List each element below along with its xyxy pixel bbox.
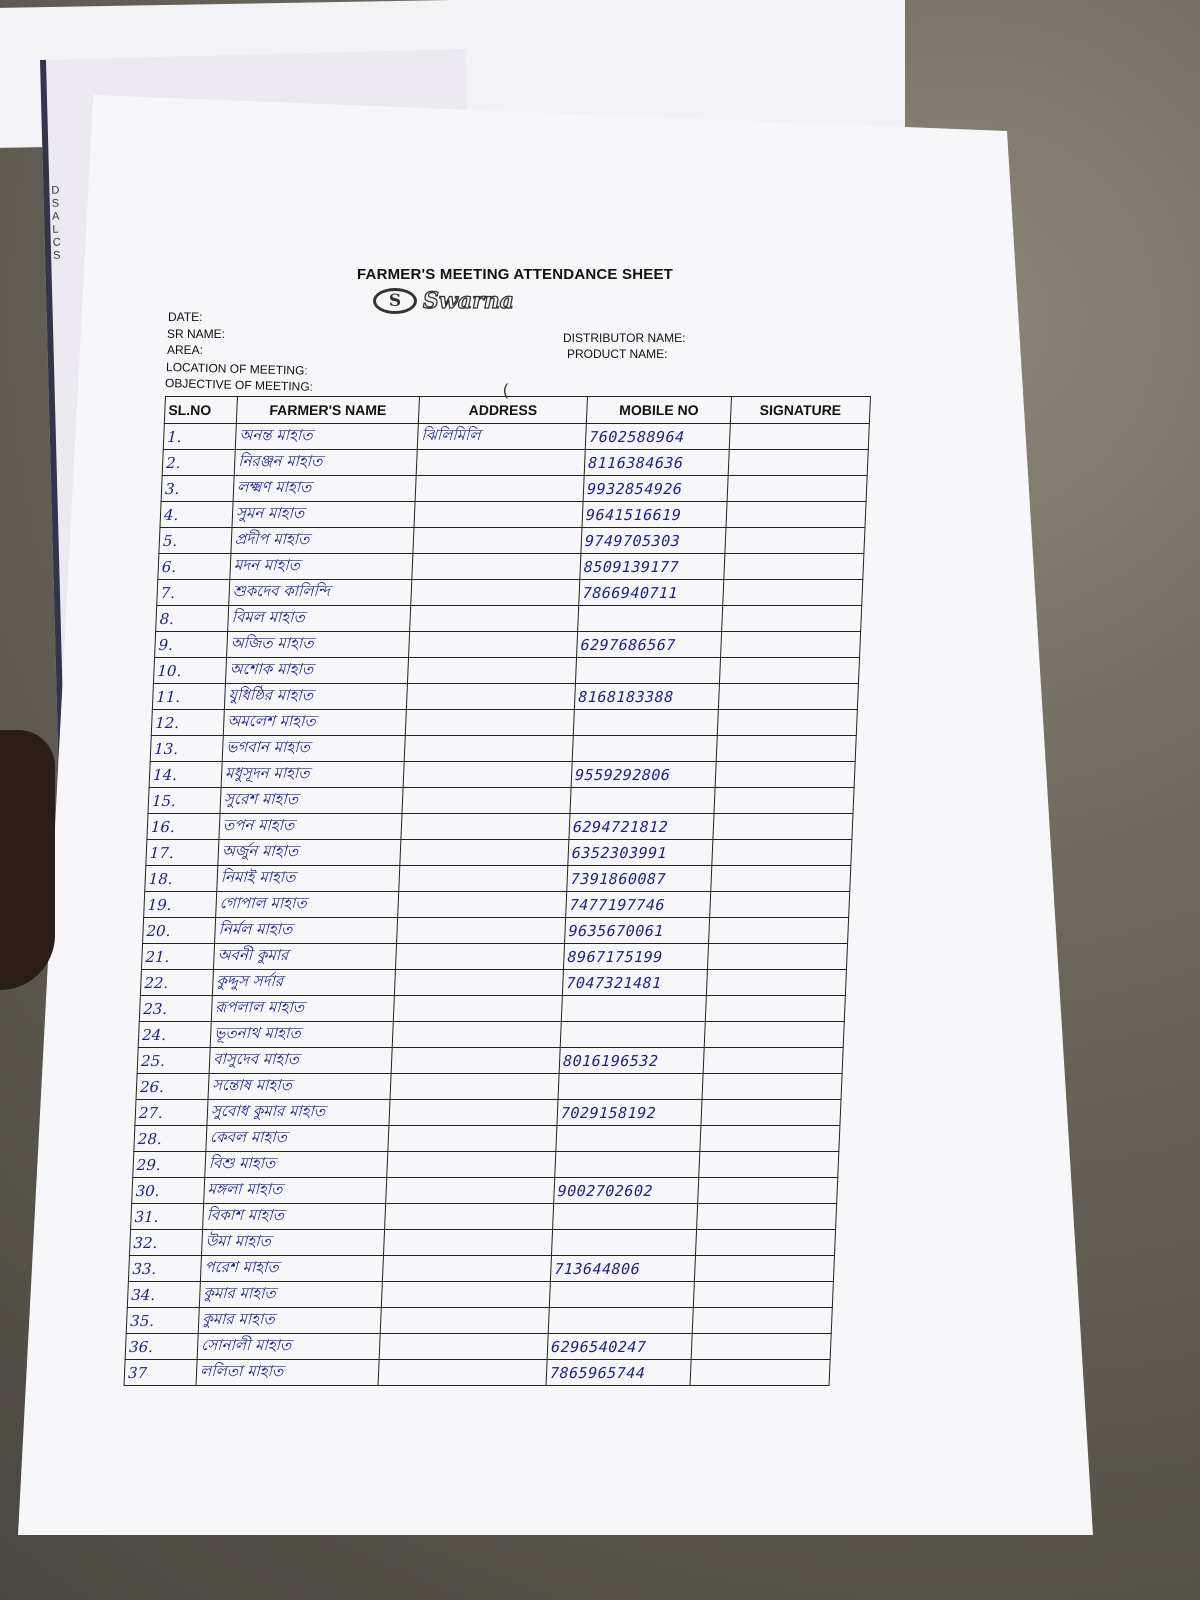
logo-text: Swarna: [423, 288, 514, 314]
table-row: [158, 554, 864, 580]
cell-address: [378, 1360, 547, 1386]
cell-farmer-name: মঙ্গলা মাহাত: [204, 1178, 387, 1204]
cell-mobile-no: [573, 710, 718, 736]
cell-mobile-no: 8116384636: [584, 450, 729, 476]
cell-signature: [719, 658, 859, 684]
cell-address: [385, 1204, 554, 1230]
header-sl-no: SL.NO: [164, 397, 237, 424]
table-row: [143, 918, 849, 944]
cell-sl-no: 8.: [156, 606, 229, 632]
cell-address: [407, 658, 576, 684]
cell-signature: [722, 606, 862, 632]
table-row: [141, 944, 847, 970]
cell-address: [401, 814, 570, 840]
cell-mobile-no: [556, 1126, 701, 1152]
table-row: [136, 1074, 842, 1100]
table-row: [139, 996, 845, 1022]
cell-farmer-name: যুধিষ্ঠির মাহাত: [224, 684, 407, 710]
cell-farmer-name: কুমার মাহাত: [198, 1308, 381, 1334]
cell-sl-no: 13.: [150, 736, 223, 762]
cell-address: [389, 1100, 558, 1126]
side-letter: D: [51, 184, 60, 197]
side-letter: A: [51, 210, 60, 223]
cell-farmer-name: বিমল মাহাত: [228, 606, 411, 632]
cell-sl-no: 10.: [153, 658, 226, 684]
cell-mobile-no: 9559292806: [571, 762, 716, 788]
cell-mobile-no: 6297686567: [577, 632, 722, 658]
table-row: [138, 1022, 844, 1048]
cell-signature: [700, 1126, 840, 1152]
cell-address: [399, 866, 568, 892]
cell-mobile-no: [561, 996, 706, 1022]
cell-address: [382, 1256, 551, 1282]
cell-farmer-name: বিশু মাহাত: [205, 1152, 388, 1178]
brand-logo: [373, 288, 514, 314]
cell-farmer-name: ললিতা মাহাত: [196, 1360, 379, 1386]
table-body: [124, 424, 869, 1386]
cell-sl-no: 15.: [148, 788, 221, 814]
cell-sl-no: 25.: [137, 1048, 210, 1074]
cell-address: [386, 1178, 555, 1204]
cell-signature: [723, 580, 863, 606]
cell-sl-no: 28.: [134, 1126, 207, 1152]
table-row: [161, 476, 867, 502]
table-row: [149, 762, 855, 788]
cell-signature: [726, 502, 866, 528]
cell-farmer-name: অর্জুন মাহাত: [218, 840, 401, 866]
field-objective: OBJECTIVE OF MEETING:: [164, 376, 314, 394]
cell-signature: [714, 788, 854, 814]
table-row: [144, 892, 850, 918]
table-row: [163, 424, 869, 450]
table-row: [147, 814, 853, 840]
cell-signature: [718, 684, 858, 710]
field-product-name: PRODUCT NAME:: [567, 347, 668, 361]
cell-mobile-no: 8967175199: [563, 944, 708, 970]
cell-address: [412, 554, 581, 580]
cell-signature: [691, 1334, 831, 1360]
cell-mobile-no: 7391860087: [567, 866, 712, 892]
cell-farmer-name: কুমার মাহাত: [199, 1282, 382, 1308]
table-row: [152, 684, 858, 710]
cell-signature: [698, 1178, 838, 1204]
cell-farmer-name: নিমাই মাহাত: [217, 866, 400, 892]
table-header-row: [164, 397, 870, 424]
cell-mobile-no: [553, 1204, 698, 1230]
cell-mobile-no: 9932854926: [583, 476, 728, 502]
cell-sl-no: 6.: [158, 554, 231, 580]
cell-farmer-name: অমলেশ মাহাত: [223, 710, 406, 736]
sheet-title: FARMER'S MEETING ATTENDANCE SHEET: [357, 266, 674, 283]
cell-address: [387, 1152, 556, 1178]
table-row: [140, 970, 846, 996]
cell-address: [409, 632, 578, 658]
cell-signature: [707, 944, 847, 970]
cell-signature: [693, 1282, 833, 1308]
cell-sl-no: 26.: [136, 1074, 209, 1100]
cell-mobile-no: [558, 1074, 703, 1100]
cell-sl-no: 21.: [141, 944, 214, 970]
cell-address: [403, 762, 572, 788]
pen-mark: (: [503, 382, 509, 399]
cell-sl-no: 3.: [161, 476, 234, 502]
cell-address: [413, 528, 582, 554]
cell-farmer-name: পরেশ মাহাত: [200, 1256, 383, 1282]
cell-sl-no: 5.: [159, 528, 232, 554]
cell-farmer-name: সোনালী মাহাত: [197, 1334, 380, 1360]
field-area: AREA:: [167, 343, 204, 357]
cell-address: [388, 1126, 557, 1152]
holding-hand: [0, 730, 55, 990]
cell-sl-no: 23.: [139, 996, 212, 1022]
table-row: [129, 1230, 835, 1256]
cell-signature: [709, 918, 849, 944]
cell-sl-no: 4.: [160, 502, 233, 528]
cell-farmer-name: গোপাল মাহাত: [216, 892, 399, 918]
cell-address: [397, 918, 566, 944]
table-row: [156, 606, 862, 632]
table-row: [137, 1048, 843, 1074]
cell-signature: [690, 1360, 830, 1386]
table-row: [162, 450, 868, 476]
cell-sl-no: 1.: [163, 424, 236, 450]
cell-address: [383, 1230, 552, 1256]
cell-farmer-name: তপন মাহাত: [219, 814, 402, 840]
cell-farmer-name: নিরঞ্জন মাহাত: [234, 450, 417, 476]
table-row: [153, 658, 859, 684]
cell-signature: [703, 1048, 843, 1074]
cell-mobile-no: 9002702602: [554, 1178, 699, 1204]
cell-mobile-no: 9635670061: [565, 918, 710, 944]
cell-farmer-name: সুমন মাহাত: [232, 502, 415, 528]
cell-address: ঝিলিমিলি: [417, 424, 586, 450]
cell-farmer-name: বাসুদেব মাহাত: [209, 1048, 392, 1074]
cell-mobile-no: 713644806: [550, 1256, 695, 1282]
cell-address: [395, 944, 564, 970]
cell-signature: [704, 1022, 844, 1048]
cell-sl-no: 9.: [155, 632, 228, 658]
cell-farmer-name: অজিত মাহাত: [227, 632, 410, 658]
cell-sl-no: 16.: [147, 814, 220, 840]
table-row: [151, 710, 857, 736]
cell-mobile-no: [578, 606, 723, 632]
cell-farmer-name: প্রদীপ মাহাত: [231, 528, 414, 554]
table-row: [133, 1152, 839, 1178]
cell-sl-no: 17.: [146, 840, 219, 866]
side-letter: S: [52, 249, 61, 262]
cell-signature: [715, 762, 855, 788]
s-logo-icon: S: [373, 288, 417, 314]
table-row: [159, 528, 865, 554]
cell-farmer-name: কেবল মাহাত: [206, 1126, 389, 1152]
cell-mobile-no: 6294721812: [569, 814, 714, 840]
cell-sl-no: 12.: [151, 710, 224, 736]
field-location: LOCATION OF MEETING:: [165, 360, 308, 378]
cell-signature: [699, 1152, 839, 1178]
cell-mobile-no: 7477197746: [566, 892, 711, 918]
field-date: DATE:: [168, 310, 203, 324]
side-letters: [51, 184, 63, 262]
cell-mobile-no: 7047321481: [562, 970, 707, 996]
cell-farmer-name: রূপলাল মাহাত: [211, 996, 394, 1022]
cell-sl-no: 32.: [129, 1230, 202, 1256]
cell-signature: [705, 996, 845, 1022]
cell-farmer-name: ভূতনাথ মাহাত: [210, 1022, 393, 1048]
cell-sl-no: 30.: [132, 1178, 205, 1204]
cell-signature: [706, 970, 846, 996]
table-row: [160, 502, 866, 528]
cell-sl-no: 36.: [125, 1334, 198, 1360]
cell-signature: [711, 866, 851, 892]
cell-mobile-no: 7029158192: [557, 1100, 702, 1126]
cell-mobile-no: [549, 1282, 694, 1308]
cell-mobile-no: [560, 1022, 705, 1048]
cell-farmer-name: অনন্ত মাহাত: [235, 424, 418, 450]
cell-address: [391, 1048, 560, 1074]
attendance-table: [124, 396, 871, 1386]
cell-sl-no: 35.: [126, 1308, 199, 1334]
cell-signature: [701, 1100, 841, 1126]
cell-signature: [702, 1074, 842, 1100]
cell-address: [415, 476, 584, 502]
cell-address: [379, 1334, 548, 1360]
cell-address: [410, 606, 579, 632]
cell-mobile-no: 8509139177: [580, 554, 725, 580]
cell-signature: [710, 892, 850, 918]
cell-mobile-no: 9749705303: [581, 528, 726, 554]
cell-mobile-no: 7602588964: [585, 424, 730, 450]
cell-sl-no: 34.: [127, 1282, 200, 1308]
table-row: [157, 580, 863, 606]
table-row: [134, 1126, 840, 1152]
cell-sl-no: 19.: [144, 892, 217, 918]
cell-farmer-name: সুরেশ মাহাত: [220, 788, 403, 814]
cell-sl-no: 31.: [131, 1204, 204, 1230]
table-row: [145, 866, 851, 892]
cell-address: [402, 788, 571, 814]
cell-signature: [716, 736, 856, 762]
header-farmer-name: FARMER'S NAME: [236, 397, 419, 424]
cell-sl-no: 18.: [145, 866, 218, 892]
side-letter: S: [51, 197, 60, 210]
cell-address: [392, 1022, 561, 1048]
side-letter: C: [52, 236, 61, 249]
cell-signature: [728, 450, 868, 476]
cell-mobile-no: [572, 736, 717, 762]
table-row: [125, 1334, 831, 1360]
cell-sl-no: 27.: [135, 1100, 208, 1126]
cell-signature: [721, 632, 861, 658]
cell-signature: [692, 1308, 832, 1334]
cell-mobile-no: 8168183388: [574, 684, 719, 710]
cell-address: [398, 892, 567, 918]
table-row: [155, 632, 861, 658]
cell-farmer-name: উমা মাহাত: [201, 1230, 384, 1256]
cell-address: [405, 710, 574, 736]
header-signature: SIGNATURE: [730, 397, 870, 424]
cell-farmer-name: মদন মাহাত: [230, 554, 413, 580]
cell-mobile-no: 8016196532: [559, 1048, 704, 1074]
cell-mobile-no: 9641516619: [582, 502, 727, 528]
cell-farmer-name: অশোক মাহাত: [225, 658, 408, 684]
cell-sl-no: 11.: [152, 684, 225, 710]
cell-farmer-name: বিকাশ মাহাত: [203, 1204, 386, 1230]
table-row: [150, 736, 856, 762]
cell-farmer-name: মধুসূদন মাহাত: [221, 762, 404, 788]
cell-farmer-name: সুবোধ কুমার মাহাত: [207, 1100, 390, 1126]
cell-signature: [725, 528, 865, 554]
table-row: [146, 840, 852, 866]
cell-sl-no: 14.: [149, 762, 222, 788]
cell-address: [380, 1308, 549, 1334]
cell-farmer-name: কুদ্দুস সর্দার: [212, 970, 395, 996]
cell-address: [393, 996, 562, 1022]
cell-address: [414, 502, 583, 528]
cell-mobile-no: [548, 1308, 693, 1334]
side-letter: L: [52, 223, 59, 236]
cell-mobile-no: 6296540247: [547, 1334, 692, 1360]
table-row: [127, 1282, 833, 1308]
table-row: [148, 788, 854, 814]
cell-signature: [712, 840, 852, 866]
table-row: [126, 1308, 832, 1334]
cell-sl-no: 20.: [143, 918, 216, 944]
cell-signature: [717, 710, 857, 736]
cell-address: [381, 1282, 550, 1308]
cell-sl-no: 2.: [162, 450, 235, 476]
cell-sl-no: 7.: [157, 580, 230, 606]
cell-signature: [727, 476, 867, 502]
cell-mobile-no: [575, 658, 720, 684]
cell-signature: [695, 1230, 835, 1256]
cell-address: [416, 450, 585, 476]
cell-mobile-no: 7866940711: [579, 580, 724, 606]
cell-sl-no: 29.: [133, 1152, 206, 1178]
cell-sl-no: 33.: [128, 1256, 201, 1282]
cell-farmer-name: সন্তোষ মাহাত: [208, 1074, 391, 1100]
cell-sl-no: 22.: [140, 970, 213, 996]
cell-farmer-name: লক্ষ্মণ মাহাত: [233, 476, 416, 502]
table-row: [124, 1360, 830, 1386]
cell-farmer-name: অবনী কুমার: [213, 944, 396, 970]
cell-address: [400, 840, 569, 866]
header-mobile-no: MOBILE NO: [586, 397, 731, 424]
cell-address: [411, 580, 580, 606]
cell-signature: [694, 1256, 834, 1282]
table-row: [128, 1256, 834, 1282]
cell-signature: [697, 1204, 837, 1230]
cell-signature: [713, 814, 853, 840]
cell-mobile-no: [551, 1230, 696, 1256]
cell-address: [390, 1074, 559, 1100]
cell-address: [404, 736, 573, 762]
header-address: ADDRESS: [418, 397, 587, 424]
cell-sl-no: 24.: [138, 1022, 211, 1048]
cell-address: [406, 684, 575, 710]
cell-sl-no: 37: [124, 1360, 197, 1386]
cell-mobile-no: [555, 1152, 700, 1178]
field-distributor-name: DISTRIBUTOR NAME:: [563, 331, 686, 345]
cell-mobile-no: 6352303991: [568, 840, 713, 866]
cell-mobile-no: [570, 788, 715, 814]
table-row: [132, 1178, 838, 1204]
field-sr-name: SR NAME:: [167, 327, 226, 341]
cell-signature: [729, 424, 869, 450]
table-row: [135, 1100, 841, 1126]
cell-farmer-name: ভগবান মাহাত: [222, 736, 405, 762]
cell-farmer-name: শুকদেব কালিন্দি: [229, 580, 412, 606]
cell-mobile-no: 7865965744: [546, 1360, 691, 1386]
cell-farmer-name: নির্মল মাহাত: [215, 918, 398, 944]
table-row: [131, 1204, 837, 1230]
cell-address: [394, 970, 563, 996]
cell-signature: [724, 554, 864, 580]
